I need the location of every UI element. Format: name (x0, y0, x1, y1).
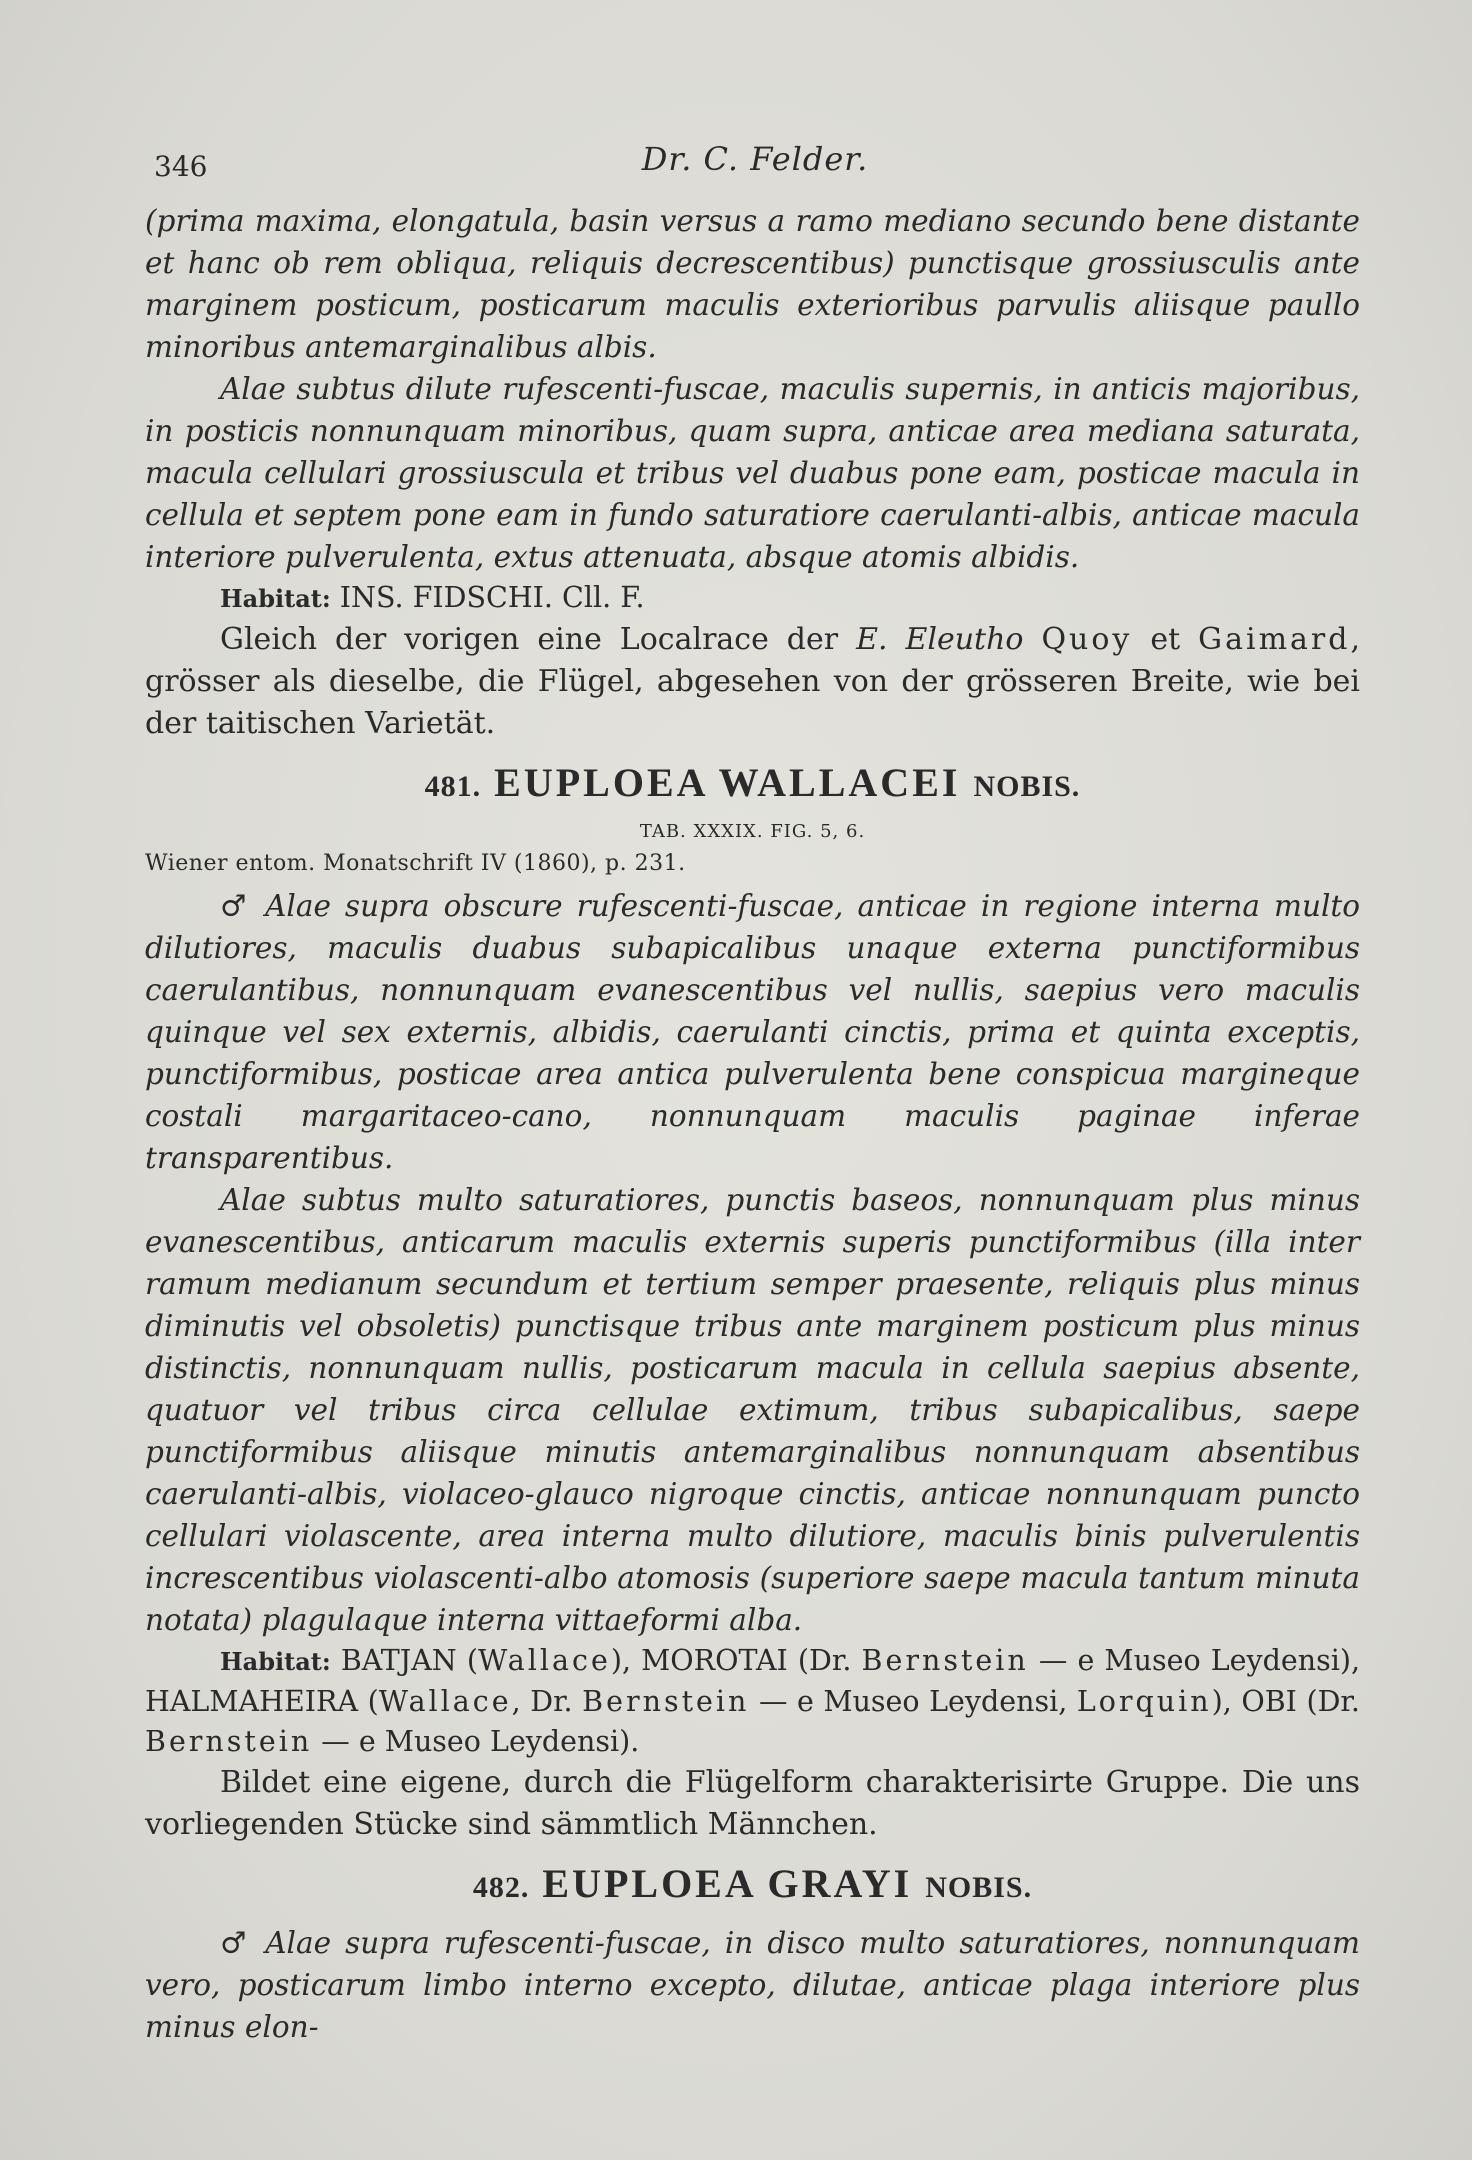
species-authority: NOBIS. (925, 1871, 1033, 1904)
species-number: 482. (472, 1871, 530, 1904)
species-authority: NOBIS. (973, 770, 1081, 803)
underside-description: Alae subtus multo saturatiores, punctis baseos, nonnunquam plus minus evanescentibus, anticarum maculis externis superis punctiformibus (illa inter ramum medianum secundum et tertium semper praesente, reliquis plus minus diminutis vel obsoletis) punctisque tribus ante marginem posticum plus minus distinctis, nonnunquam nullis, posticarum macula in cellula saepius absente, quatuor vel tribus circa cellulae extimum, tribus subapicalibus, saepe punctiformibus aliisque minutis antemarginalibus nonnunquam absentibus caerulanti-albis, violaceo-glauco nigroque cinctis, anticae nonnunquam puncto cellulari violascente, area interna multo dilutiore, maculis binis pulverulentis increscentibus violascenti-albo atomosis (superiore saepe macula tantum minuta notata) plagulaque interna vittaeformi alba. (145, 1183, 1360, 1637)
collector-name: Wallace (378, 1685, 512, 1718)
habitat-text: — e Museo Leydensi, (758, 1685, 1068, 1718)
collector-name: Bernstein (145, 1725, 313, 1758)
remark-text: , grösser als dieselbe, die Flügel, abgesehen von der grösseren Breite, wie bei der taitischen Varietät. (145, 622, 1361, 741)
habitat-text: BATJAN ( (340, 1644, 478, 1677)
habitat-label: Habitat: (220, 1647, 331, 1676)
species-heading (145, 1854, 1360, 1918)
author-name: Quoy (1041, 622, 1133, 657)
remark-paragraph (145, 619, 1360, 745)
habitat-text: ), OBI (Dr. (1211, 1685, 1360, 1718)
species-name: E. Eleutho (856, 622, 1024, 657)
habitat-text: , Dr. (511, 1685, 573, 1718)
collector-name: Bernstein (861, 1644, 1029, 1677)
remark-conjunction: et (1150, 622, 1181, 657)
remark-text: Gleich der vorigen eine Localrace der (220, 622, 839, 657)
author-name: Gaimard (1198, 622, 1351, 657)
description-paragraph: (prima maxima, elongatula, basin versus a ramo mediano secundo bene distante et hanc ob rem obliqua, reliquis decrescentibus) punctisque grossiusculis ante marginem posticum, posticarum maculis exterioribus parvulis aliisque paullo minoribus antemarginalibus albis. (145, 204, 1360, 364)
description-paragraph: ♂ Alae supra obscure rufescenti-fuscae, anticae in regione interna multo dilutiores, maculis duabus subapicalibus unaque externa punctiformibus caerulantibus, nonnunquam evanescentibus vel nullis, saepius vero maculis quinque vel sex externis, albidis, caerulanti cinctis, prima et quinta exceptis, punctiformibus, posticae area antica pulverulenta bene conspicua margineque costali margaritaceo-cano, nonnunquam maculis paginae inferae transparentibus. (145, 889, 1360, 1175)
collector-name: Lorquin (1076, 1685, 1212, 1718)
running-head: Dr. C. Felder. (641, 140, 869, 178)
plate-reference: TAB. XXXIX. FIG. 5, 6. (639, 821, 866, 842)
page-body (145, 200, 1360, 2048)
species-number: 481. (424, 770, 482, 803)
page-number: 346 (154, 150, 208, 183)
species-heading (145, 753, 1360, 817)
habitat-line (145, 1641, 1360, 1762)
collector-name: Wallace (477, 1644, 611, 1677)
page-header (150, 140, 1360, 190)
description-paragraph: ♂ Alae supra rufescenti-fuscae, in disco multo saturatiores, nonnunquam vero, posticarum limbo interno excepto, dilutae, anticae plaga interiore plus minus elon- (145, 1926, 1360, 2044)
literature-reference: Wiener entom. Monatschrift IV (1860), p. 231. (145, 851, 686, 876)
habitat-line (145, 578, 1360, 619)
collector-name: Bernstein (582, 1685, 750, 1718)
habitat-label: Habitat: (220, 584, 331, 613)
habitat-text: — e Museo Leydensi), HALMAHEIRA ( (145, 1644, 1361, 1718)
habitat-text: ), MOROTAI (Dr. (610, 1644, 852, 1677)
habitat-text: — e Museo Leydensi). (321, 1725, 640, 1758)
remark-paragraph: Bildet eine eigene, durch die Flügelform charakterisirte Gruppe. Die uns vorliegenden Stücke sind sämmtlich Männchen. (145, 1765, 1360, 1842)
species-title: EUPLOEA GRAYI (542, 1861, 913, 1906)
habitat-text: INS. FIDSCHI. Cll. F. (339, 581, 645, 614)
underside-description: Alae subtus dilute rufescenti-fuscae, maculis supernis, in anticis majoribus, in posticis nonnunquam minoribus, quam supra, anticae area mediana saturata, macula cellulari grossiuscula et tribus vel duabus pone eam, posticae macula in cellula et septem pone eam in fundo saturatiore caerulanti-albis, anticae macula interiore pulverulenta, extus attenuata, absque atomis albidis. (145, 372, 1360, 574)
species-title: EUPLOEA WALLACEI (494, 760, 961, 805)
